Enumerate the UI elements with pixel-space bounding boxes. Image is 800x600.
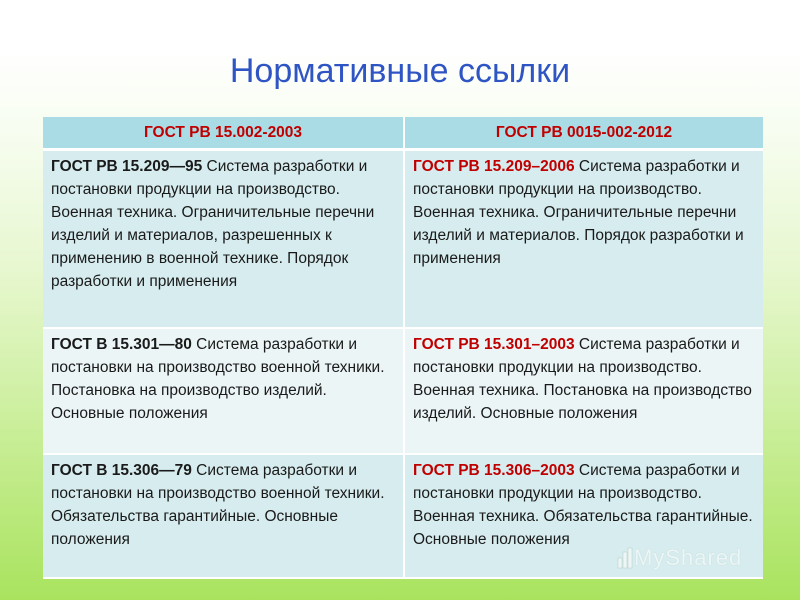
standard-description: Система разработки и постановки на производство военной техники. Постановка на производство изделий. Основные положения [51, 336, 385, 422]
header-old-standard: ГОСТ РВ 15.002-2003 [43, 117, 404, 150]
table-row [43, 328, 763, 454]
cell-old-standard [43, 150, 404, 329]
standard-description: Система разработки и постановки продукции на производство. Военная техника. Постановка на производство изделий. Основные положения [413, 336, 752, 422]
watermark-logo [616, 543, 766, 573]
table-row [43, 150, 763, 329]
cell-new-standard [404, 328, 763, 454]
slide-title: Нормативные ссылки [229, 52, 571, 90]
standard-code: ГОСТ РВ 15.301–2003 [413, 336, 575, 353]
cell-new-standard [404, 150, 763, 329]
standard-code: ГОСТ В 15.301—80 [51, 336, 192, 353]
standard-description: Система разработки и постановки продукции на производство. Военная техника. Обязательства гарантийные. Основные положения [413, 462, 753, 548]
standard-description: Система разработки и постановки на производство военной техники. Обязательства гарантийные. Основные положения [51, 462, 385, 548]
standard-code: ГОСТ РВ 15.209–2006 [413, 158, 575, 175]
standard-code: ГОСТ РВ 15.209—95 [51, 158, 203, 175]
watermark-logo-icon [616, 546, 634, 570]
watermark-text: MyShared [634, 545, 743, 570]
table-header-row [43, 117, 763, 150]
standard-code: ГОСТ РВ 15.306–2003 [413, 462, 575, 479]
header-new-standard: ГОСТ РВ 0015-002-2012 [404, 117, 763, 150]
gost-comparison-table [43, 117, 763, 579]
cell-old-standard [43, 328, 404, 454]
standard-description: Система разработки и постановки продукции на производство. Военная техника. Ограничительные перечни изделий и материалов, разрешенных к применению в военной технике. Порядок разработки и применения [51, 158, 375, 290]
cell-old-standard [43, 454, 404, 578]
standard-code: ГОСТ В 15.306—79 [51, 462, 192, 479]
standard-description: Система разработки и постановки продукции на производство. Военная техника. Ограничительные перечни изделий и материалов. Порядок разработки и применения [413, 158, 744, 267]
